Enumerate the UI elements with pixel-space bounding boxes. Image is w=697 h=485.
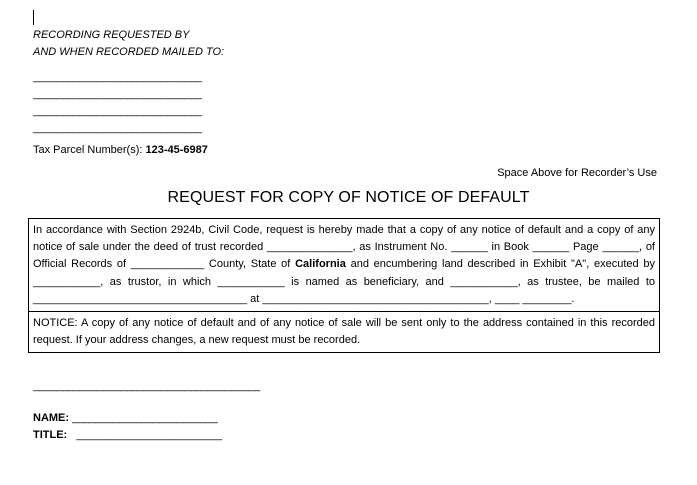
request-box [28, 218, 660, 353]
request-text-2: and encumbering land described in Exhibit "A", executed by ___________, as trustor, in which ___________ is named as beneficiary, and ___________, as trustee, be mailed to ___________________________________ at _____________________________________, ____ ________. [33, 258, 655, 305]
request-text-1: In accordance with Section 2924b, Civil Code, request is hereby made that a copy of any notice of default and a copy of any notice of sale under the deed of trust recorded ______________, as Instrument No. ______ in Book ______ Page ______, of Official Records of ____________ County, State of [33, 224, 655, 271]
address-line-3: _____________________________ [33, 105, 202, 117]
name-label: NAME: [33, 412, 70, 424]
title-label: TITLE: [33, 429, 68, 441]
when-recorded-mailed-to: AND WHEN RECORDED MAILED TO: [33, 46, 225, 58]
state-name: California [295, 258, 346, 271]
title-fill-line: _________________________ [76, 429, 222, 441]
recording-requested-by: RECORDING REQUESTED BY [33, 29, 190, 41]
notice-paragraph: NOTICE: A copy of any notice of default and of any notice of sale will be sent only to the address contained in this recorded request. If your address changes, a new request must be recorded. [29, 311, 659, 352]
tax-parcel-label: Tax Parcel Number(s): [33, 144, 146, 156]
name-row [33, 412, 218, 424]
signature-line: _______________________________________ [33, 380, 260, 392]
name-fill-line: _________________________ [72, 412, 218, 424]
request-paragraph [29, 219, 659, 311]
title-row [33, 429, 222, 441]
tax-parcel-number [33, 144, 208, 156]
address-line-2: _____________________________ [33, 88, 202, 100]
text-cursor [33, 10, 34, 25]
tax-parcel-value: 123-45-6987 [145, 144, 208, 156]
address-line-1: _____________________________ [33, 71, 202, 83]
document-title: REQUEST FOR COPY OF NOTICE OF DEFAULT [167, 189, 530, 206]
address-line-4: _____________________________ [33, 122, 202, 134]
space-above-note: Space Above for Recorder’s Use [497, 167, 657, 179]
